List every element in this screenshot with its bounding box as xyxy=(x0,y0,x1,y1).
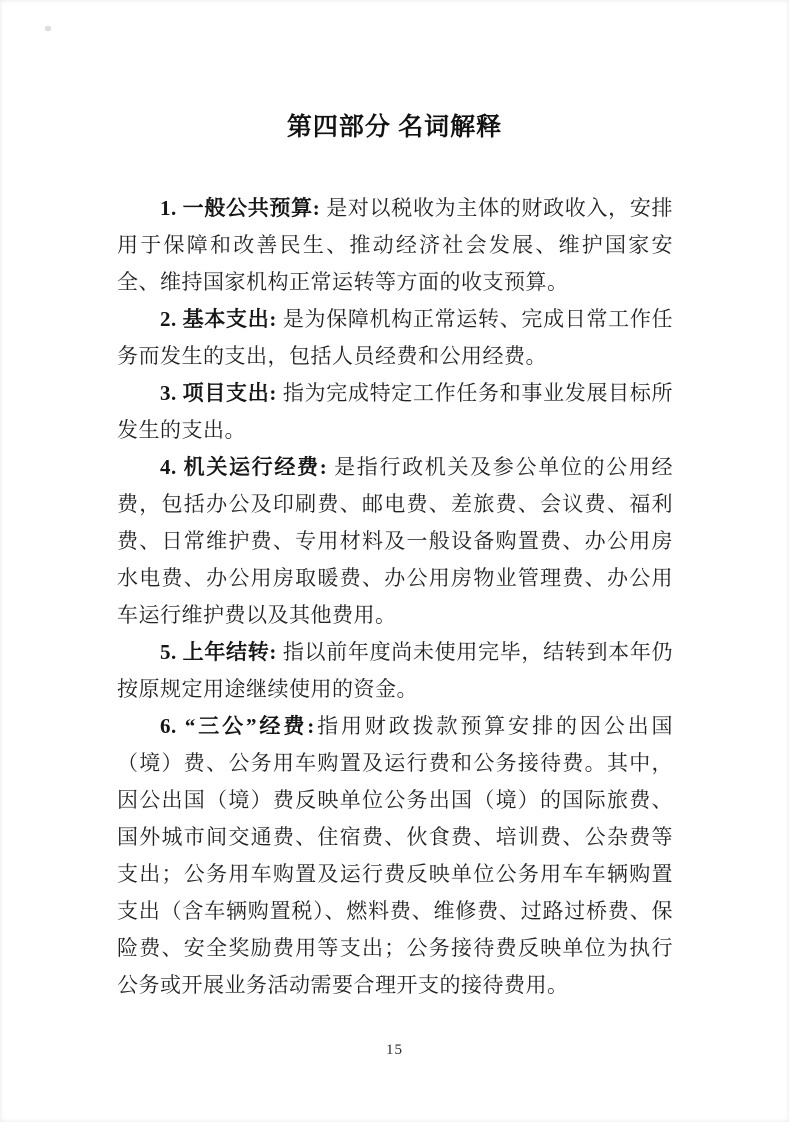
glossary-item-5 xyxy=(117,634,673,708)
glossary-item-3 xyxy=(117,375,673,449)
glossary-item-6 xyxy=(117,708,673,1004)
glossary-item-4 xyxy=(117,449,673,634)
page-number: 15 xyxy=(386,1042,403,1058)
term-label-2: 2. 基本支出: xyxy=(160,307,283,331)
term-label-6: 6. “三公”经费: xyxy=(160,714,315,738)
glossary-item-1 xyxy=(117,190,673,301)
term-definition-3: 指为完成特定工作任务和事业发展目标所发生的支出。 xyxy=(117,381,673,442)
term-label-3: 3. 项目支出: xyxy=(160,381,283,405)
term-definition-6: 指用财政拨款预算安排的因公出国（境）费、公务用车购置及运行费和公务接待费。其中，因公出国（境）费反映单位公务出国（境）的国际旅费、国外城市间交通费、住宿费、伙食费、培训费、公杂费等支出；公务用车购置及运行费反映单位公务用车车辆购置支出（含车辆购置税）、燃料费、维修费、过路过桥费、保险费、安全奖励费用等支出；公务接待费反映单位为执行公务或开展业务活动需要合理开支的接待费用。 xyxy=(117,714,673,997)
term-definition-4: 是指行政机关及参公单位的公用经费，包括办公及印刷费、邮电费、差旅费、会议费、福利费、日常维护费、专用材料及一般设备购置费、办公用房水电费、办公用房取暖费、办公用房物业管理费、办公用车运行维护费以及其他费用。 xyxy=(117,455,673,627)
glossary-content xyxy=(117,190,673,1004)
term-label-4: 4. 机关运行经费: xyxy=(160,455,335,479)
term-label-1: 1. 一般公共预算: xyxy=(160,196,327,220)
scan-artifact xyxy=(45,26,51,31)
term-definition-2: 是为保障机构正常运转、完成日常工作任务而发生的支出，包括人员经费和公用经费。 xyxy=(117,307,673,368)
page-title: 第四部分 名词解释 xyxy=(286,114,503,141)
term-definition-5: 指以前年度尚未使用完毕，结转到本年仍按原规定用途继续使用的资金。 xyxy=(117,640,673,701)
term-label-5: 5. 上年结转: xyxy=(160,640,283,664)
glossary-item-2 xyxy=(117,301,673,375)
term-definition-1: 是对以税收为主体的财政收入，安排用于保障和改善民生、推动经济社会发展、维护国家安全、维持国家机构正常运转等方面的收支预算。 xyxy=(117,196,674,294)
